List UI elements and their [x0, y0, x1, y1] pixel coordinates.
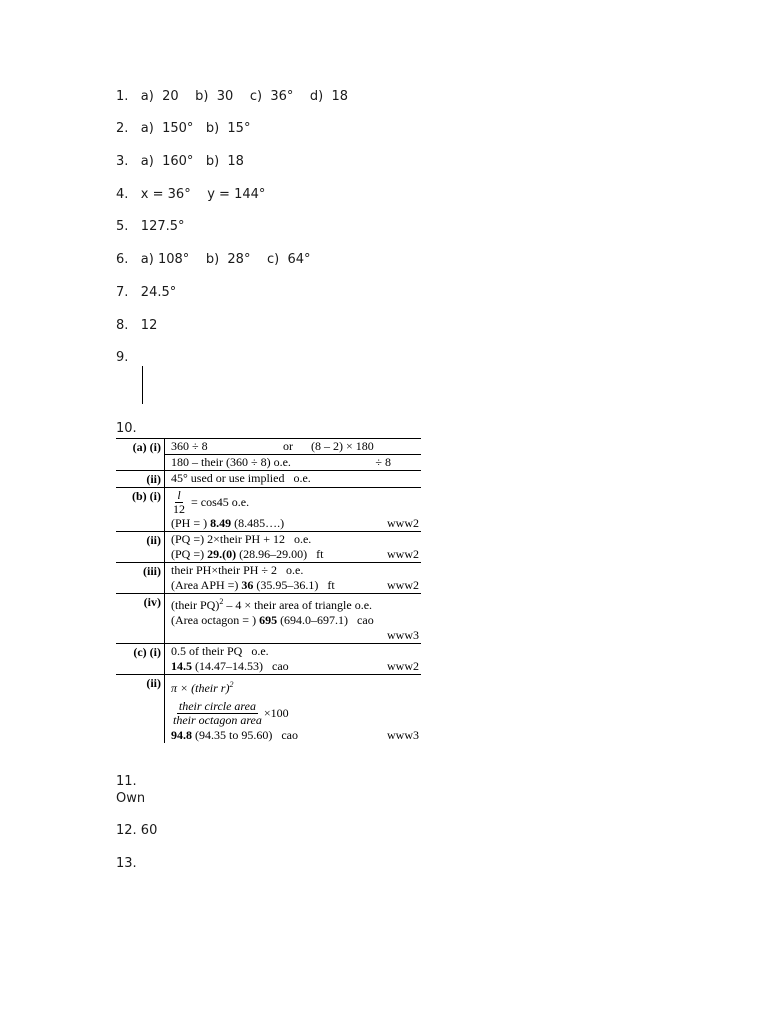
answer-11-text: Own	[116, 791, 146, 806]
b-iii-marks: www2	[387, 578, 419, 592]
b-ii-marks: www2	[387, 547, 419, 561]
b-iv-answer: (Area octagon = ) 695 (694.0–697.1) cao	[171, 613, 374, 627]
c-i-method: 0.5 of their PQ o.e.	[171, 644, 269, 658]
row-label: (a) (i)	[116, 439, 165, 470]
answer-10: 10.	[116, 421, 137, 436]
answer-1: 1. a) 20 b) 30 c) 36° d) 18	[116, 89, 349, 104]
fraction-denominator: 12	[173, 501, 185, 516]
row-label: (ii)	[116, 532, 165, 562]
c-i-marks: www2	[387, 659, 419, 673]
answer-7: 7. 24.5°	[116, 285, 177, 300]
answer-2: 2. a) 150° b) 15°	[116, 121, 251, 136]
row-c-i	[116, 644, 421, 675]
row-b-iii	[116, 563, 421, 594]
b-i-answer: (PH = ) 8.49 (8.485….)	[171, 516, 285, 530]
row-label: (b) (i)	[116, 488, 165, 531]
row-label: (iv)	[116, 594, 165, 643]
mark-scheme-table	[116, 438, 421, 743]
l-over-12-fraction	[171, 489, 187, 516]
a-i-divide: ÷ 8	[375, 455, 391, 469]
answer-9: 9.	[116, 350, 129, 365]
answer-13: 13.	[116, 856, 137, 871]
c-ii-circle-area: π × (their r)$^2$	[171, 680, 234, 695]
row-b-ii	[116, 532, 421, 563]
a-i-method-1: 360 ÷ 8	[171, 439, 208, 453]
percentage-fraction	[171, 700, 264, 727]
answer-8: 8. 12	[116, 318, 158, 333]
answer-4: 4. x = 36° y = 144°	[116, 187, 266, 202]
row-b-iv	[116, 594, 421, 644]
row-a-ii	[116, 471, 421, 488]
row-label: (iii)	[116, 563, 165, 593]
b-iv-marks: www3	[387, 628, 419, 642]
b-iii-answer: (Area APH =) 36 (35.95–36.1) ft	[171, 578, 335, 592]
vertical-rule	[142, 366, 143, 404]
answer-5: 5. 127.5°	[116, 219, 185, 234]
fraction-numerator: l	[177, 487, 181, 502]
answer-12: 12. 60	[116, 823, 158, 838]
row-label: (c) (i)	[116, 644, 165, 674]
b-iv-method: (their PQ)$^2$ – 4 × their area of triangle o.e.	[171, 597, 373, 612]
fraction-denominator: their octagon area	[173, 712, 262, 727]
b-iii-method: their PH×their PH ÷ 2 o.e.	[171, 563, 304, 577]
b-ii-method: (PQ =) 2×their PH + 12 o.e.	[171, 532, 312, 546]
row-c-ii	[116, 675, 421, 743]
row-b-i	[116, 488, 421, 532]
row-label: (ii)	[116, 675, 165, 743]
answer-3: 3. a) 160° b) 18	[116, 154, 244, 169]
b-i-marks: www2	[387, 516, 419, 530]
times-100: ×100	[263, 706, 289, 720]
a-i-method-3: 180 – their (360 ÷ 8) o.e.	[171, 455, 291, 469]
row-a-i	[116, 439, 421, 471]
row-label: (ii)	[116, 471, 165, 487]
answer-11: 11.	[116, 774, 137, 789]
c-ii-marks: www3	[387, 728, 419, 742]
b-i-equation: = cos45 o.e.	[191, 495, 250, 509]
a-ii-text: 45° used or use implied o.e.	[171, 471, 311, 485]
c-ii-answer: 94.8 (94.35 to 95.60) cao	[171, 728, 298, 742]
a-i-or: or	[283, 439, 293, 453]
b-ii-answer: (PQ =) 29.(0) (28.96–29.00) ft	[171, 547, 324, 561]
a-i-method-2: (8 – 2) × 180	[311, 439, 374, 453]
answer-6: 6. a) 108° b) 28° c) 64°	[116, 252, 311, 267]
c-i-answer: 14.5 (14.47–14.53) cao	[171, 659, 289, 673]
fraction-numerator: their circle area	[178, 698, 256, 713]
